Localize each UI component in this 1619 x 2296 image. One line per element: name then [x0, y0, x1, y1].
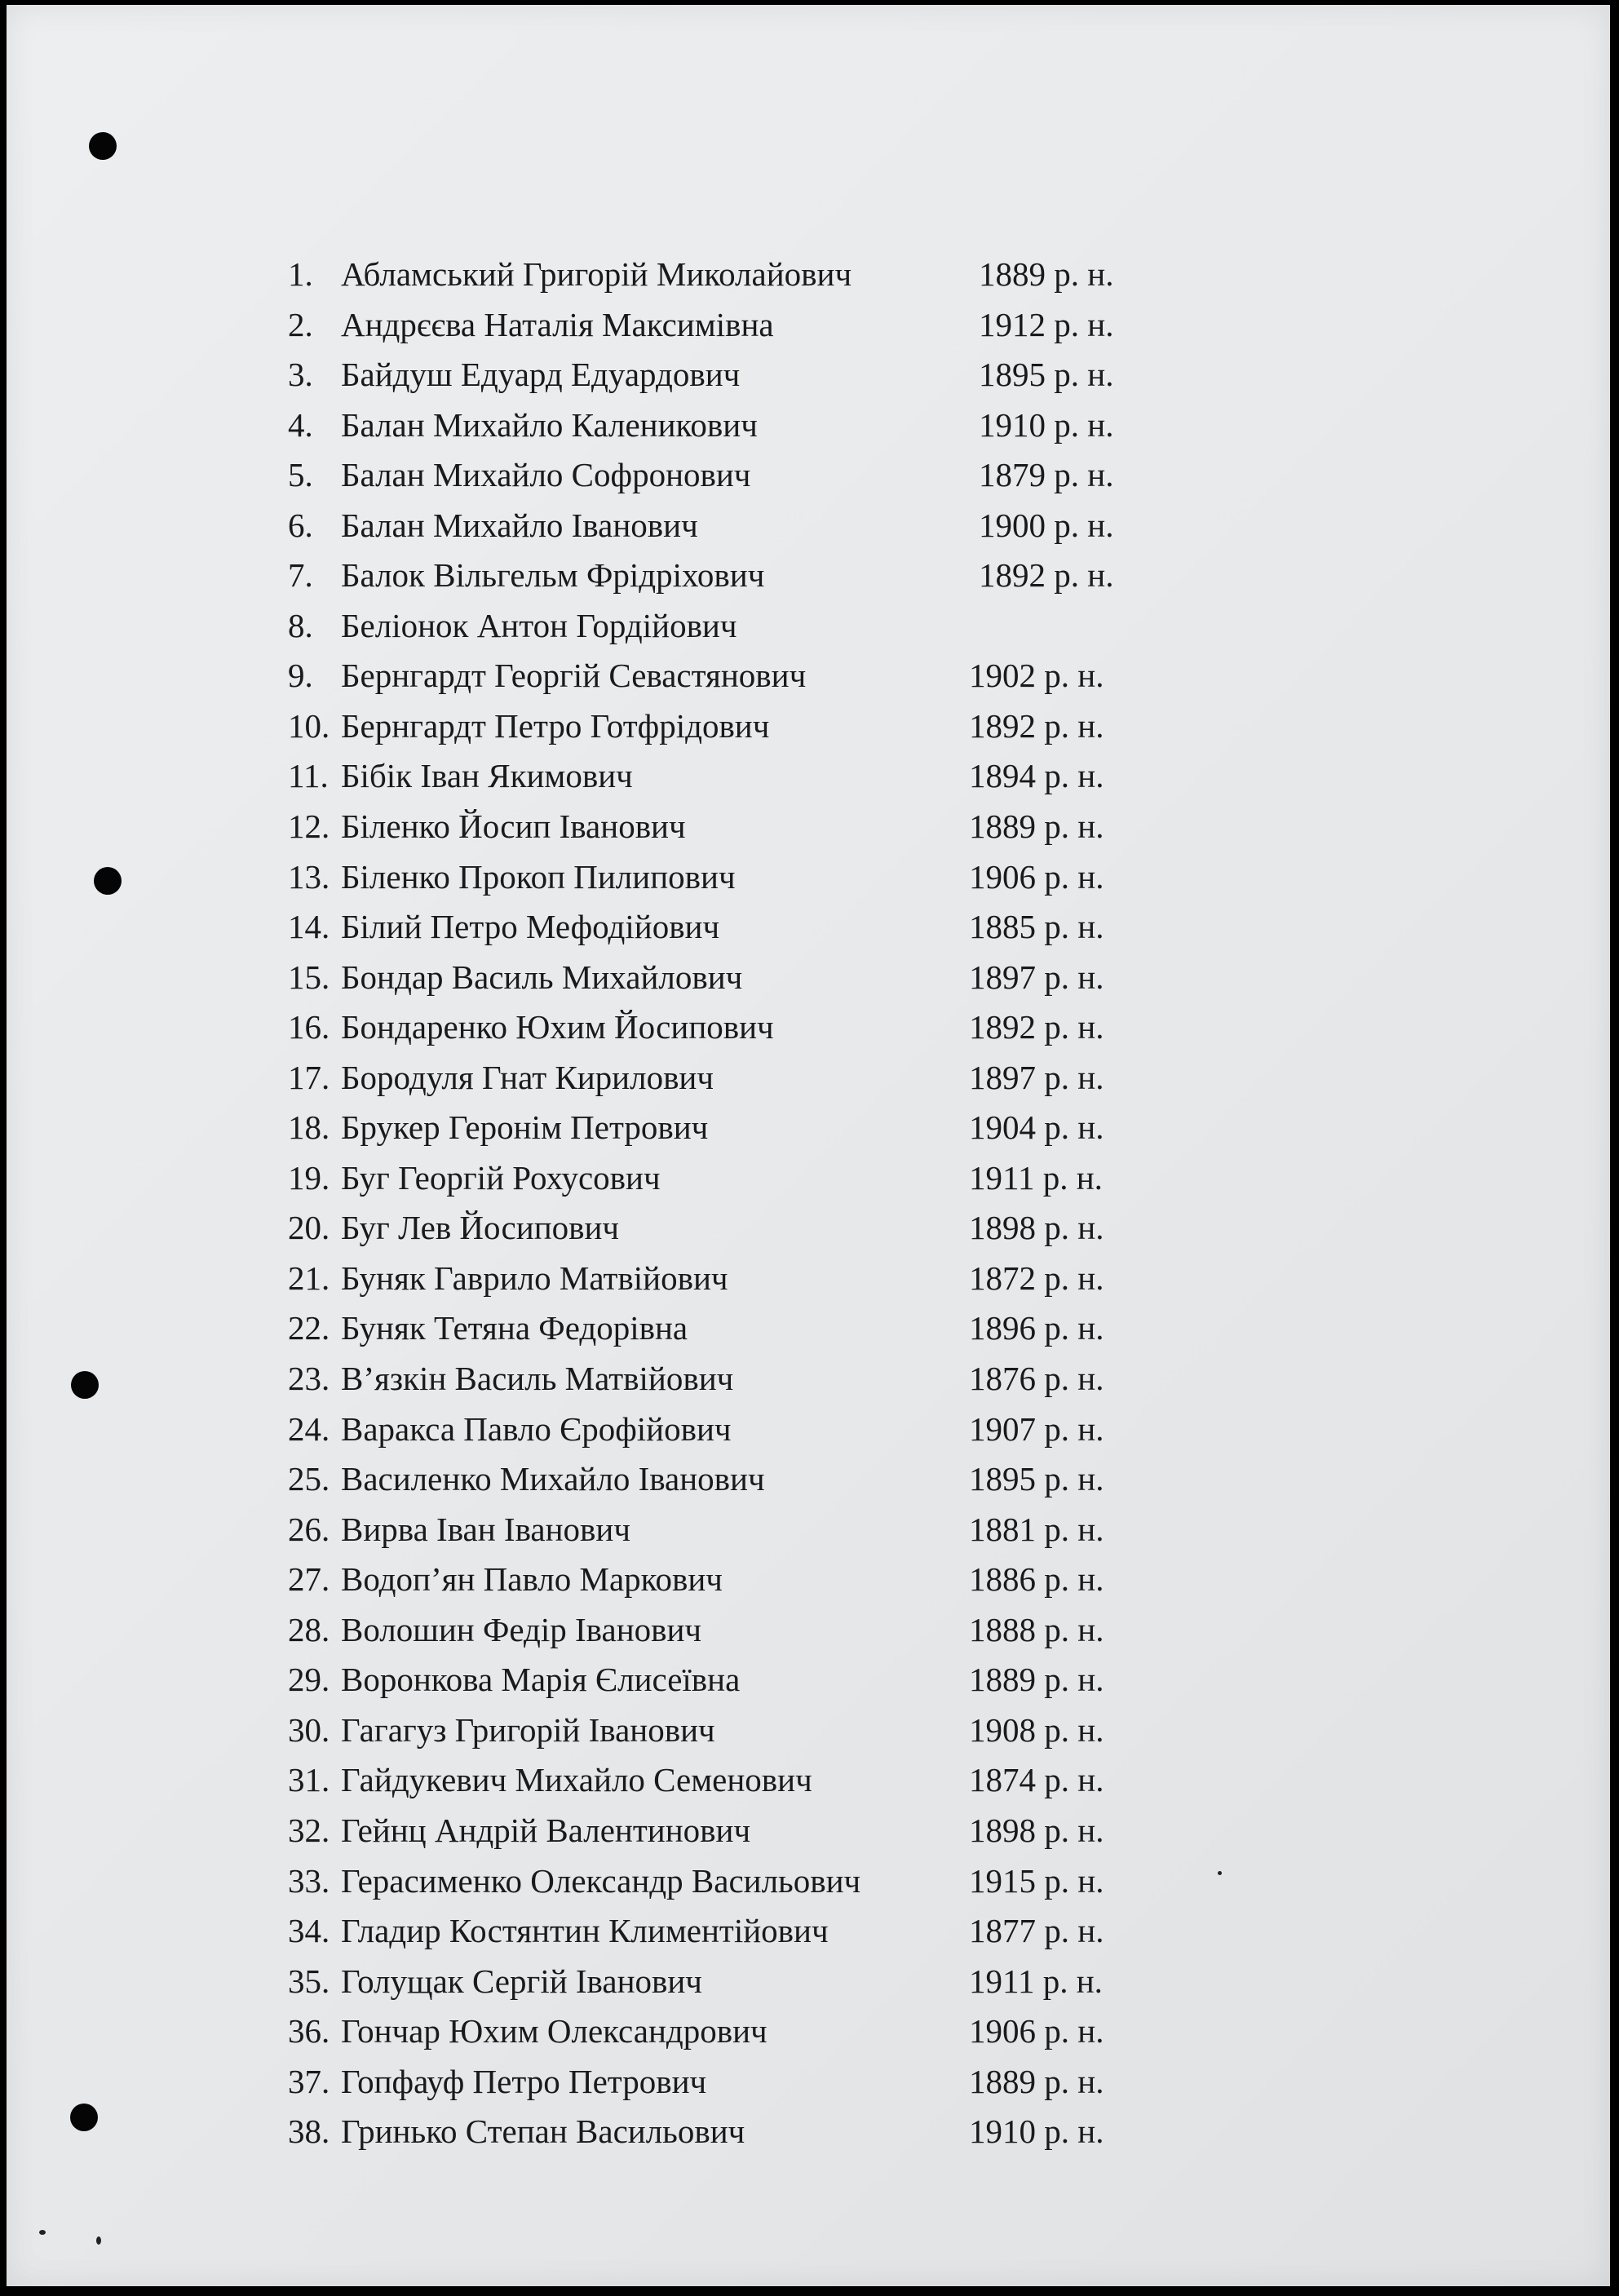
entry-birth-year: 1889 р. н.: [969, 807, 1104, 846]
punch-hole-1: [89, 132, 117, 160]
list-item: [288, 1806, 1267, 1856]
entry-birth-year: 1889 р. н.: [979, 255, 1114, 293]
list-item: [288, 852, 1267, 903]
entry-birth-year: 1881 р. н.: [969, 1510, 1104, 1548]
entry-name: Бородуля Гнат Кирилович: [341, 1058, 714, 1096]
entry-number: 1.: [288, 255, 313, 293]
entry-number: 28.: [288, 1610, 330, 1648]
entry-birth-year: 1874 р. н.: [969, 1761, 1104, 1799]
entry-birth-year: 1898 р. н.: [969, 1811, 1104, 1849]
entry-number: 18.: [288, 1108, 330, 1147]
entry-name: В’язкін Василь Матвійович: [341, 1360, 734, 1398]
entry-birth-year: 1892 р. н.: [969, 706, 1104, 745]
entry-number: 6.: [288, 506, 313, 544]
entry-number: 33.: [288, 1861, 330, 1900]
paper-speck: [39, 2230, 46, 2235]
entry-name: Балан Михайло Софронович: [341, 456, 751, 494]
list-item: [288, 1405, 1267, 1455]
entry-birth-year: 1908 р. н.: [969, 1710, 1104, 1749]
paper-speck: [96, 2236, 101, 2245]
entry-birth-year: 1896 р. н.: [969, 1309, 1104, 1347]
list-item: [288, 1254, 1267, 1304]
entry-name: Біленко Прокоп Пилипович: [341, 857, 736, 896]
entry-name: Байдуш Едуард Едуардович: [341, 356, 741, 394]
entry-birth-year: 1889 р. н.: [969, 1661, 1104, 1699]
entry-name: Білий Петро Мефодійович: [341, 908, 720, 946]
list-item: [288, 1755, 1267, 1806]
list-item: [288, 1203, 1267, 1254]
list-item: [288, 250, 1267, 300]
entry-number: 38.: [288, 2112, 330, 2151]
entry-number: 35.: [288, 1962, 330, 2000]
entry-number: 34.: [288, 1912, 330, 1950]
list-item: [288, 651, 1267, 701]
entry-birth-year: 1889 р. н.: [969, 2062, 1104, 2100]
entry-number: 29.: [288, 1661, 330, 1699]
list-item: [288, 802, 1267, 852]
entry-number: 36.: [288, 2012, 330, 2050]
entry-number: 20.: [288, 1209, 330, 1247]
entry-number: 22.: [288, 1309, 330, 1347]
entry-number: 26.: [288, 1510, 330, 1548]
entry-number: 13.: [288, 857, 330, 896]
entry-name: Гайдукевич Михайло Семенович: [341, 1761, 812, 1799]
entry-number: 14.: [288, 908, 330, 946]
list-item: [288, 701, 1267, 752]
list-item: [288, 751, 1267, 802]
entry-birth-year: 1877 р. н.: [969, 1912, 1104, 1950]
list-item: [288, 1002, 1267, 1053]
entry-name: Вирва Іван Іванович: [341, 1510, 630, 1548]
entry-name: Варакса Павло Єрофійович: [341, 1409, 732, 1448]
entry-name: Бондаренко Юхим Йосипович: [341, 1008, 774, 1046]
entry-birth-year: 1894 р. н.: [969, 757, 1104, 795]
entry-number: 15.: [288, 958, 330, 996]
entry-birth-year: 1902 р. н.: [969, 657, 1104, 695]
entry-birth-year: 1912 р. н.: [979, 305, 1114, 343]
entry-name: Голущак Сергій Іванович: [341, 1962, 702, 2000]
entry-name: Буняк Тетяна Федорівна: [341, 1309, 688, 1347]
entry-birth-year: 1872 р. н.: [969, 1259, 1104, 1297]
entry-name: Герасименко Олександр Васильович: [341, 1861, 861, 1900]
entry-name: Беліонок Антон Гордійович: [341, 606, 737, 644]
entry-birth-year: 1876 р. н.: [969, 1360, 1104, 1398]
entry-number: 17.: [288, 1058, 330, 1096]
entry-birth-year: 1892 р. н.: [979, 556, 1114, 595]
entry-name: Бібік Іван Якимович: [341, 757, 633, 795]
entry-number: 32.: [288, 1811, 330, 1849]
entry-number: 21.: [288, 1259, 330, 1297]
entry-number: 5.: [288, 456, 313, 494]
entry-name: Біленко Йосип Іванович: [341, 807, 686, 846]
entry-birth-year: 1895 р. н.: [969, 1460, 1104, 1498]
list-item: [288, 450, 1267, 501]
name-list: [288, 250, 1267, 2157]
entry-birth-year: 1892 р. н.: [969, 1008, 1104, 1046]
entry-name: Бондар Василь Михайлович: [341, 958, 743, 996]
entry-name: Буг Георгій Рохусович: [341, 1158, 661, 1197]
entry-birth-year: 1885 р. н.: [969, 908, 1104, 946]
list-item: [288, 953, 1267, 1003]
entry-name: Буг Лев Йосипович: [341, 1209, 620, 1247]
punch-hole-4: [70, 2104, 98, 2131]
document-page: [7, 5, 1610, 2286]
entry-name: Василенко Михайло Іванович: [341, 1460, 765, 1498]
list-item: [288, 1103, 1267, 1153]
entry-name: Гринько Степан Васильович: [341, 2112, 745, 2151]
entry-birth-year: 1911 р. н.: [969, 1962, 1103, 2000]
entry-number: 16.: [288, 1008, 330, 1046]
punch-hole-2: [94, 867, 122, 895]
punch-hole-3: [71, 1371, 99, 1399]
entry-birth-year: 1906 р. н.: [969, 857, 1104, 896]
entry-number: 19.: [288, 1158, 330, 1197]
entry-number: 10.: [288, 706, 330, 745]
entry-number: 24.: [288, 1409, 330, 1448]
entry-number: 30.: [288, 1710, 330, 1749]
entry-birth-year: 1915 р. н.: [969, 1861, 1104, 1900]
list-item: [288, 1906, 1267, 1957]
entry-name: Водоп’ян Павло Маркович: [341, 1560, 723, 1599]
entry-name: Гагагуз Григорій Іванович: [341, 1710, 715, 1749]
list-item: [288, 551, 1267, 601]
entry-number: 23.: [288, 1360, 330, 1398]
entry-name: Бернгардт Георгій Севастянович: [341, 657, 807, 695]
entry-birth-year: 1907 р. н.: [969, 1409, 1104, 1448]
entry-name: Воронкова Марія Єлисеївна: [341, 1661, 741, 1699]
list-item: [288, 1153, 1267, 1204]
list-item: [288, 2107, 1267, 2157]
entry-name: Андрєєва Наталія Максимівна: [341, 305, 774, 343]
entry-number: 3.: [288, 356, 313, 394]
entry-number: 12.: [288, 807, 330, 846]
list-item: [288, 300, 1267, 351]
entry-birth-year: 1910 р. н.: [979, 405, 1114, 444]
entry-birth-year: 1879 р. н.: [979, 456, 1114, 494]
entry-birth-year: 1897 р. н.: [969, 1058, 1104, 1096]
list-item: [288, 1303, 1267, 1354]
entry-name: Гончар Юхим Олександрович: [341, 2012, 767, 2050]
entry-name: Гопфауф Петро Петрович: [341, 2062, 707, 2100]
entry-birth-year: 1897 р. н.: [969, 958, 1104, 996]
list-item: [288, 2057, 1267, 2108]
list-item: [288, 1354, 1267, 1405]
entry-birth-year: 1898 р. н.: [969, 1209, 1104, 1247]
entry-name: Гладир Костянтин Климентійович: [341, 1912, 829, 1950]
entry-name: Волошин Федір Іванович: [341, 1610, 702, 1648]
entry-number: 2.: [288, 305, 313, 343]
entry-name: Гейнц Андрій Валентинович: [341, 1811, 751, 1849]
entry-number: 9.: [288, 657, 313, 695]
list-item: [288, 1454, 1267, 1505]
entry-name: Балан Михайло Каленикович: [341, 405, 758, 444]
entry-name: Балок Вільгельм Фрідріхович: [341, 556, 765, 595]
entry-birth-year: 1900 р. н.: [979, 506, 1114, 544]
entry-birth-year: 1895 р. н.: [979, 356, 1114, 394]
entry-number: 31.: [288, 1761, 330, 1799]
list-item: [288, 1555, 1267, 1605]
entry-number: 4.: [288, 405, 313, 444]
entry-number: 37.: [288, 2062, 330, 2100]
entry-name: Брукер Геронім Петрович: [341, 1108, 709, 1147]
entry-number: 27.: [288, 1560, 330, 1599]
entry-name: Балан Михайло Іванович: [341, 506, 698, 544]
entry-birth-year: 1911 р. н.: [969, 1158, 1103, 1197]
entry-birth-year: 1886 р. н.: [969, 1560, 1104, 1599]
entry-name: Бернгардт Петро Готфрідович: [341, 706, 770, 745]
entry-number: 25.: [288, 1460, 330, 1498]
list-item: [288, 1856, 1267, 1907]
list-item: [288, 400, 1267, 451]
entry-name: Абламський Григорій Миколайович: [341, 255, 852, 293]
list-item: [288, 2006, 1267, 2057]
list-item: [288, 350, 1267, 400]
list-item: [288, 501, 1267, 551]
list-item: [288, 1505, 1267, 1555]
list-item: [288, 1705, 1267, 1756]
list-item: [288, 1655, 1267, 1705]
entry-birth-year: 1888 р. н.: [969, 1610, 1104, 1648]
list-item: [288, 902, 1267, 953]
list-item: [288, 1605, 1267, 1656]
list-item: [288, 1957, 1267, 2007]
list-item: [288, 601, 1267, 652]
entry-number: 8.: [288, 606, 313, 644]
entry-number: 11.: [288, 757, 329, 795]
entry-birth-year: 1906 р. н.: [969, 2012, 1104, 2050]
entry-birth-year: 1910 р. н.: [969, 2112, 1104, 2151]
list-item: [288, 1053, 1267, 1104]
entry-birth-year: 1904 р. н.: [969, 1108, 1104, 1147]
entry-number: 7.: [288, 556, 313, 595]
entry-name: Буняк Гаврило Матвійович: [341, 1259, 728, 1297]
